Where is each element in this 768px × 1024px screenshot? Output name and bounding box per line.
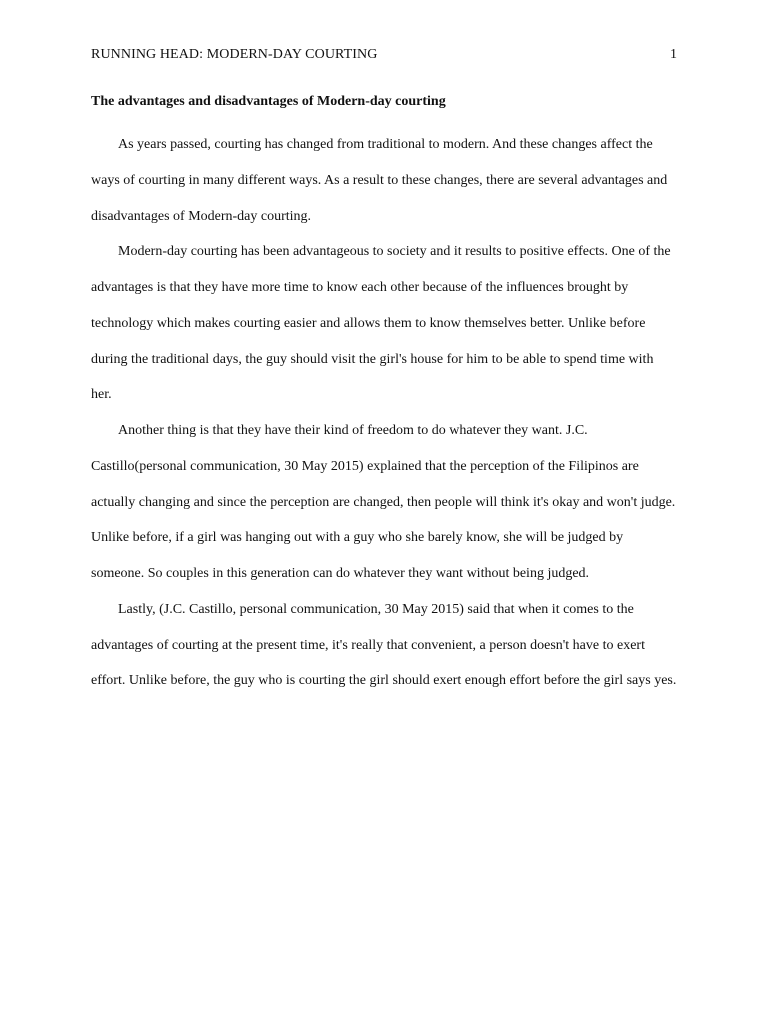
paragraph-freedom: Another thing is that they have their kind of freedom to do whatever they want. J.C. Castillo(personal communication, 30 May 2015) explained that the perception of the Filipinos are actually changing and since the perception are changed, then people will think it's okay and won't judge. Unlike before, if a girl was hanging out with a guy who she barely know, she will be judged by someone. So couples in this generation can do whatever they want without being judged.: [91, 423, 676, 581]
document-title: The advantages and disadvantages of Modern-day courting: [91, 94, 446, 109]
paragraph-intro: As years passed, courting has changed from traditional to modern. And these changes affect the ways of courting in many different ways. As a result to these changes, there are several advantages and disadvantages of Modern-day courting.: [91, 137, 668, 224]
document-body: [91, 91, 677, 699]
paragraph-advantages: Modern-day courting has been advantageous to society and it results to positive effects. One of the advantages is that they have more time to know each other because of the influences brought by technology which makes courting easier and allows them to know themselves better. Unlike before during the traditional days, the guy should visit the girl's house for him to be able to spend time with her.: [91, 244, 671, 403]
paragraph-convenience: Lastly, (J.C. Castillo, personal communication, 30 May 2015) said that when it comes to the advantages of courting at the present time, it's really that convenient, a person doesn't have to exert effort. Unlike before, the guy who is courting the girl should exert enough effort before the girl says yes.: [91, 601, 677, 689]
running-head: RUNNING HEAD: MODERN-DAY COURTING: [91, 47, 378, 62]
page-number: 1: [670, 47, 677, 62]
